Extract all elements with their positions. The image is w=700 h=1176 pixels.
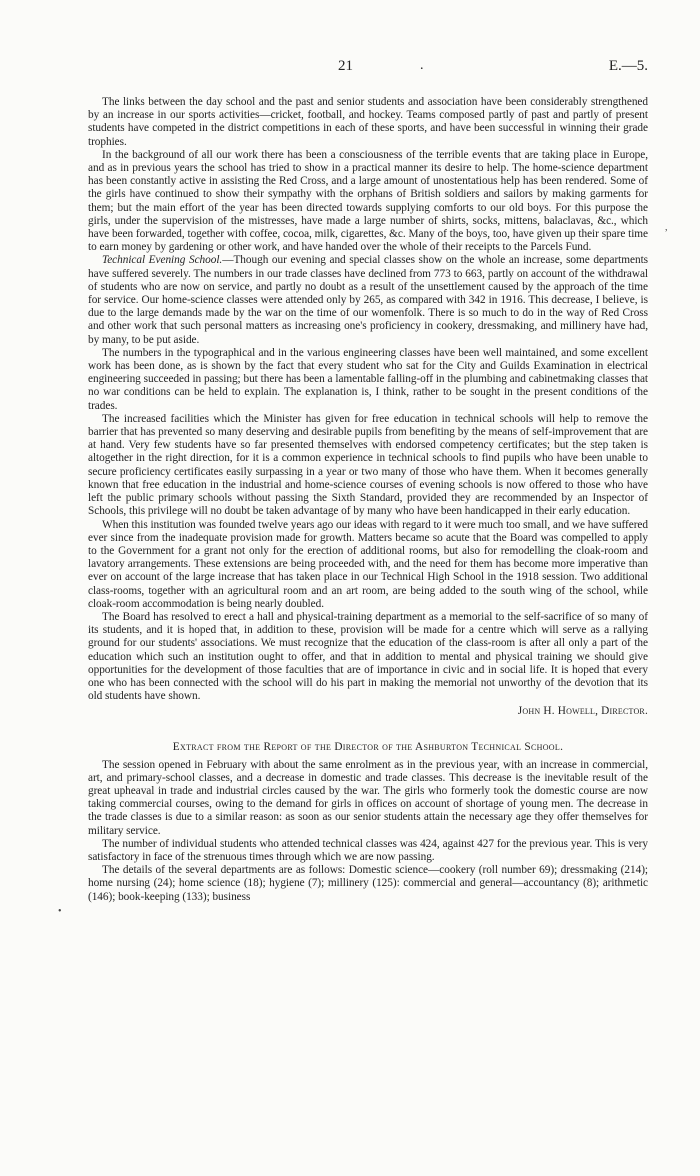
paragraph: The Board has resolved to erect a hall and physical-training department as a memorial to the self-sacrifice of so many of its students, and it is hoped that, in addition to these, provision will be made for a centre which will serve as a rallying ground for our students' associations. We must recognize that the education of the class-room is after all only a part of the education which such an institution ought to offer, and that in addition to mental and physical training we should give opportunities for the development of those faculties that are of importance in civic and in social life. It is hoped that every one who has been connected with the school will do his part in making the memorial not unworthy of the devotion that its old students have shown.: [88, 610, 648, 703]
evening-school-text: —Though our evening and special classes show on the whole an increase, some departments have suffered severely. The numbers in our trade classes have declined from 773 to 663, partly on account of the withdrawal of students who are now on service, and partly no doubt as a result of the unsettlement caused by the approach of the time for service. Our home-science classes were attended only by 265, as compared with 342 in 1916. This decrease, I believe, is due to the large demands made by the war on the time of our womenfolk. There is so much to do in the way of Red Cross and other work that such personal matters as increasing one's proficiency in cookery, dressmaking, and millinery have had, by many, to be put aside.: [88, 254, 648, 346]
header-dot: .: [420, 58, 424, 73]
director-signature: John H. Howell, Director.: [517, 705, 648, 718]
section-heading: Extract from the Report of the Director of the Ashburton Technical School.: [172, 740, 564, 753]
margin-mark: ,: [665, 222, 668, 233]
paragraph: The increased facilities which the Minister has given for free education in technical schools will help to remove the barrier that has prevented so many deserving and desirable pupils from benefiting by the means of self-improvement that are at hand. Very few students have so far presented themselves with endorsed competency certificates; but the step taken is altogether in the right direction, for it is a common experience in technical schools to find pupils who have been unable to secure proficiency certificates easily surpassing in a year or two many of those who have them. When it becomes generally known that free education in the industrial and home-science courses of evening schools is now offered to those who have left the public primary schools without passing the Sixth Standard, provided they are recommended by an Inspector of Schools, this privilege will no doubt be taken advantage of by many who have been handicapped in their early education.: [88, 412, 648, 518]
page-header: [88, 58, 648, 78]
page-number: 21: [338, 58, 353, 74]
paragraph: The number of individual students who attended technical classes was 424, against 427 for the previous year. This is very satisfactory in face of the strenuous times through which we are now passing.: [88, 837, 648, 863]
paragraph: In the background of all our work there has been a consciousness of the terrible events that are taking place in Europe, and as in previous years the school has tried to show in a practical manner its desire to help. The home-science department has been constantly active in assisting the Red Cross, and a large amount of unostentatious help has been rendered. Some of the girls have continued to show their sympathy with the orphans of British soldiers and sailors by making garments for them; but the main effort of the year has been directed towards supplying comforts to our old boys. For this purpose the girls, under the supervision of the mistresses, have made a large number of shirts, socks, mittens, balaclavas, &c., which have been forwarded, together with coffee, cocoa, milk, cigarettes, &c. Many of the boys, too, have given up their spare time to earn money by gardening or other work, and have handed over the whole of their receipts to the Parcels Fund.: [88, 148, 648, 254]
body-text: [88, 96, 648, 904]
evening-school-title: Technical Evening School.: [102, 254, 223, 267]
paragraph: The session opened in February with about the same enrolment as in the previous year, with an increase in commercial, art, and primary-school classes, and a decrease in domestic and trade classes. This decrease is the inevitable result of the great upheaval in trade and industrial circles caused by the war. The girls who formerly took the domestic course are now taking commercial courses, owing to the demand for girls in offices on account of shortage of young men. The decrease in the trade classes is due to a similar reason: as soon as our senior students attain the necessary age they offer themselves for military service.: [88, 758, 648, 837]
paragraph-evening-school: [88, 254, 648, 346]
margin-dot: •: [58, 906, 62, 917]
paragraph: The details of the several departments are as follows: Domestic science—cookery (roll number 69); dressmaking (214); home nursing (24); home science (18); hygiene (7); millinery (125): commercial and general—accountancy (8); arithmetic (146); book-keeping (133); business: [88, 864, 648, 903]
paragraph: The links between the day school and the past and senior students and association have been considerably strengthened by an increase in our sports activities—cricket, football, and hockey. Teams composed partly of past and partly of present students have competed in the district competitions in each of these sports, and have been successful in winning their grade trophies.: [88, 96, 648, 148]
paragraph: The numbers in the typographical and in the various engineering classes have been well maintained, and some excellent work has been done, as is shown by the fact that every student who sat for the City and Guilds Examination in electrical engineering succeeded in passing; but there has been a lamentable falling-off in the plumbing and cabinetmaking classes that no war conditions can be held to explain. The explanation is, I think, rather to be sought in the present conditions of the trades.: [88, 346, 648, 412]
series-code: E.—5.: [608, 58, 648, 74]
paragraph: When this institution was founded twelve years ago our ideas with regard to it were much too small, and we have suffered ever since from the inadequate provision made for growth. Matters became so acute that the Board was compelled to apply to the Government for a grant not only for the erection of additional rooms, but also for remodelling the cloak-room and lavatory arrangements. These extensions are being proceeded with, and the need for them has become more imperative than ever on account of the large increase that has taken place in our Technical High School in the 1918 session. Two additional class-rooms, together with an agricultural room and an art room, are being added to the south wing of the school, while cloak-room accommodation is being nearly doubled.: [88, 518, 648, 610]
